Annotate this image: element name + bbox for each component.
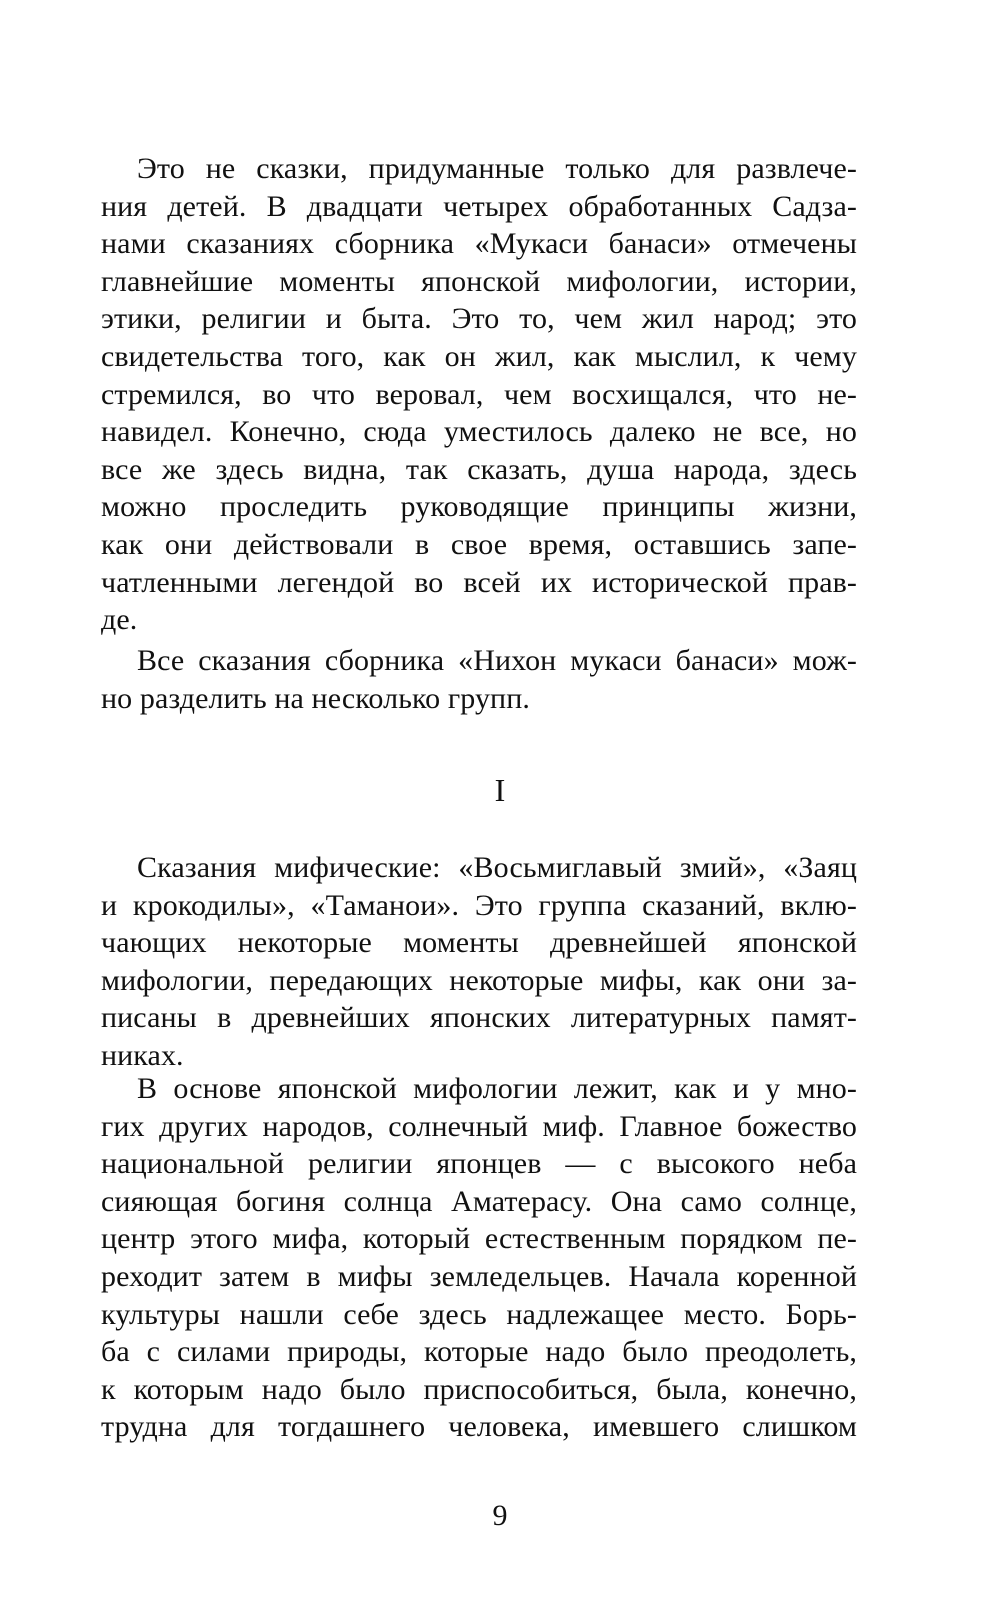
paragraph-line: но разделить на несколько групп. — [101, 681, 530, 715]
paragraph-3 — [101, 849, 857, 1075]
paragraph-line: как они действовали в свое время, оставшись запе- — [101, 527, 857, 561]
paragraph-line: центр этого мифа, который естественным порядком пе- — [101, 1222, 857, 1256]
paragraph-line: навидел. Конечно, сюда уместилось далеко не все, но — [101, 415, 857, 449]
paragraph-line: чающих некоторые моменты древнейшей японской — [101, 926, 857, 960]
paragraph-2 — [101, 642, 857, 717]
paragraph-line: ба с силами природы, которые надо было преодолеть, — [101, 1335, 857, 1369]
page-number: 9 — [492, 1499, 508, 1532]
paragraph-line: стремился, во что веровал, чем восхищался, что не- — [101, 377, 857, 411]
paragraph-line: все же здесь видна, так сказать, душа народа, здесь — [101, 452, 857, 486]
paragraph-line: и крокодилы», «Таманои». Это группа сказаний, вклю- — [101, 888, 857, 922]
paragraph-line: ния детей. В двадцати четырех обработанных Садза- — [101, 189, 857, 223]
paragraph-line: к которым надо было приспособиться, была, конечно, — [101, 1372, 857, 1406]
paragraph-line: национальной религии японцев — с высокого неба — [101, 1147, 857, 1181]
paragraph-line: культуры нашли себе здесь надлежащее место. Борь- — [101, 1297, 857, 1331]
paragraph-line: сияющая богиня солнца Аматерасу. Она само солнце, — [101, 1184, 857, 1218]
paragraph-line: главнейшие моменты японской мифологии, истории, — [101, 264, 857, 298]
paragraph-line: свидетельства того, как он жил, как мыслил, к чему — [101, 339, 857, 373]
paragraph-line: реходит затем в мифы земледельцев. Начала коренной — [101, 1259, 857, 1293]
section-heading: I — [494, 772, 506, 808]
paragraph-line: мифологии, передающих некоторые мифы, как они за- — [101, 963, 857, 997]
paragraph-line: де. — [101, 603, 138, 637]
paragraph-line: трудна для тогдашнего человека, имевшего слишком — [101, 1410, 857, 1444]
paragraph-line: писаны в древнейших японских литературных памят- — [101, 1001, 857, 1035]
paragraph-1 — [101, 150, 857, 639]
paragraph-line: нами сказаниях сборника «Мукаси банаси» отмечены — [101, 227, 857, 261]
paragraph-line: этики, религии и быта. Это то, чем жил народ; это — [101, 302, 857, 336]
paragraph-line: Это не сказки, придуманные только для развлече- — [137, 152, 857, 185]
paragraph-line: никах. — [101, 1038, 184, 1072]
paragraph-line: гих других народов, солнечный миф. Главное божество — [101, 1109, 857, 1143]
paragraph-line: Все сказания сборника «Нихон мукаси банаси» мож- — [137, 644, 857, 677]
paragraph-line: Сказания мифические: «Восьмиглавый змий», «Заяц — [137, 851, 857, 884]
paragraph-line: В основе японской мифологии лежит, как и у мно- — [137, 1072, 857, 1105]
paragraph-4 — [101, 1070, 857, 1446]
paragraph-line: чатленными легендой во всей их исторической прав- — [101, 565, 857, 599]
paragraph-line: можно проследить руководящие принципы жизни, — [101, 490, 857, 524]
